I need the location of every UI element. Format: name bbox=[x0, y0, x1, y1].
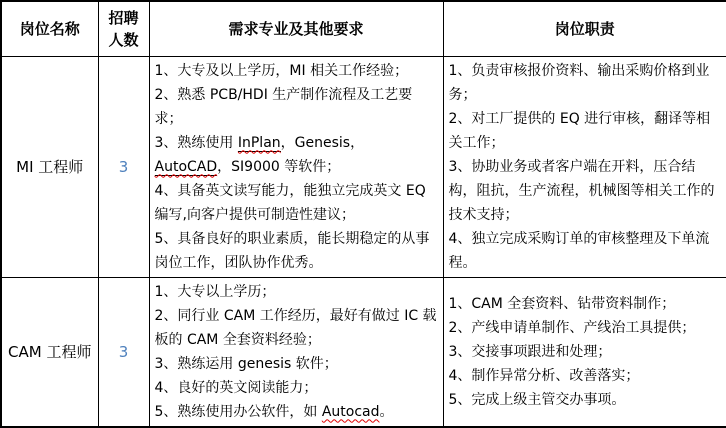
misspelled-word: Autocad bbox=[321, 403, 380, 420]
list-item: 3、熟练运用 genesis 软件； bbox=[154, 355, 338, 372]
list-item: 1、大专及以上学历，MI 相关工作经验； bbox=[154, 62, 409, 79]
misspelled-word: InPlan bbox=[237, 134, 281, 151]
header-headcount: 招聘人数 bbox=[98, 1, 149, 56]
list-item: 2、同行业 CAM 工作经历，最好有做过 IC 载板的 CAM 全套资料经验； bbox=[154, 307, 437, 348]
responsibilities-cell bbox=[443, 56, 726, 277]
header-responsibilities: 岗位职责 bbox=[443, 1, 726, 56]
requirements-cell bbox=[149, 56, 443, 277]
list-item: 4、具备英文读写能力，能独立完成英文 EQ 编写,向客户提供可制造性建议； bbox=[154, 182, 426, 223]
responsibilities-cell bbox=[443, 277, 726, 427]
list-item: 4、制作异常分析、改善落实； bbox=[448, 367, 640, 384]
position-cell: CAM 工程师 bbox=[1, 277, 98, 427]
list-item: 5、完成上级主管交办事项。 bbox=[448, 391, 626, 408]
misspelled-word: AutoCAD bbox=[154, 158, 218, 175]
list-item: 1、大专以上学历； bbox=[154, 283, 276, 300]
position-cell: MI 工程师 bbox=[1, 56, 98, 277]
headcount-cell: 3 bbox=[98, 56, 149, 277]
list-item: 5、具备良好的职业素质，能长期稳定的从事岗位工作，团队协作优秀。 bbox=[154, 230, 430, 271]
header-position: 岗位名称 bbox=[1, 1, 98, 56]
table-row bbox=[1, 277, 726, 427]
list-item: 1、负责审核报价资料、输出采购价格到业务； bbox=[448, 62, 710, 103]
header-requirements: 需求专业及其他要求 bbox=[149, 1, 443, 56]
list-item: 3、协助业务或者客户端在开料，压合结构，阻抗，生产流程，机械图等相关工作的技术支持； bbox=[448, 158, 715, 223]
list-item: 1、CAM 全套资料、钻带资料制作； bbox=[448, 295, 676, 312]
list-item: 2、产线申请单制作、产线治工具提供； bbox=[448, 319, 696, 336]
header-row bbox=[1, 1, 726, 56]
table-row bbox=[1, 56, 726, 277]
list-item: 2、对工厂提供的 EQ 进行审核，翻译等相关工作； bbox=[448, 110, 711, 151]
list-item: 3、交接事项跟进和处理； bbox=[448, 343, 612, 360]
list-item: 4、独立完成采购订单的审核整理及下单流程。 bbox=[448, 230, 710, 271]
list-item: 4、良好的英文阅读能力； bbox=[154, 379, 318, 396]
list-item: 2、熟悉 PCB/HDI 生产制作流程及工艺要求； bbox=[154, 86, 413, 127]
list-item: 3、熟练使用 InPlan，Genesis，AutoCAD，SI9000 等软件； bbox=[154, 134, 365, 175]
requirements-cell bbox=[149, 277, 443, 427]
headcount-cell: 3 bbox=[98, 277, 149, 427]
list-item: 5、熟练使用办公软件，如 Autocad。 bbox=[154, 403, 394, 420]
